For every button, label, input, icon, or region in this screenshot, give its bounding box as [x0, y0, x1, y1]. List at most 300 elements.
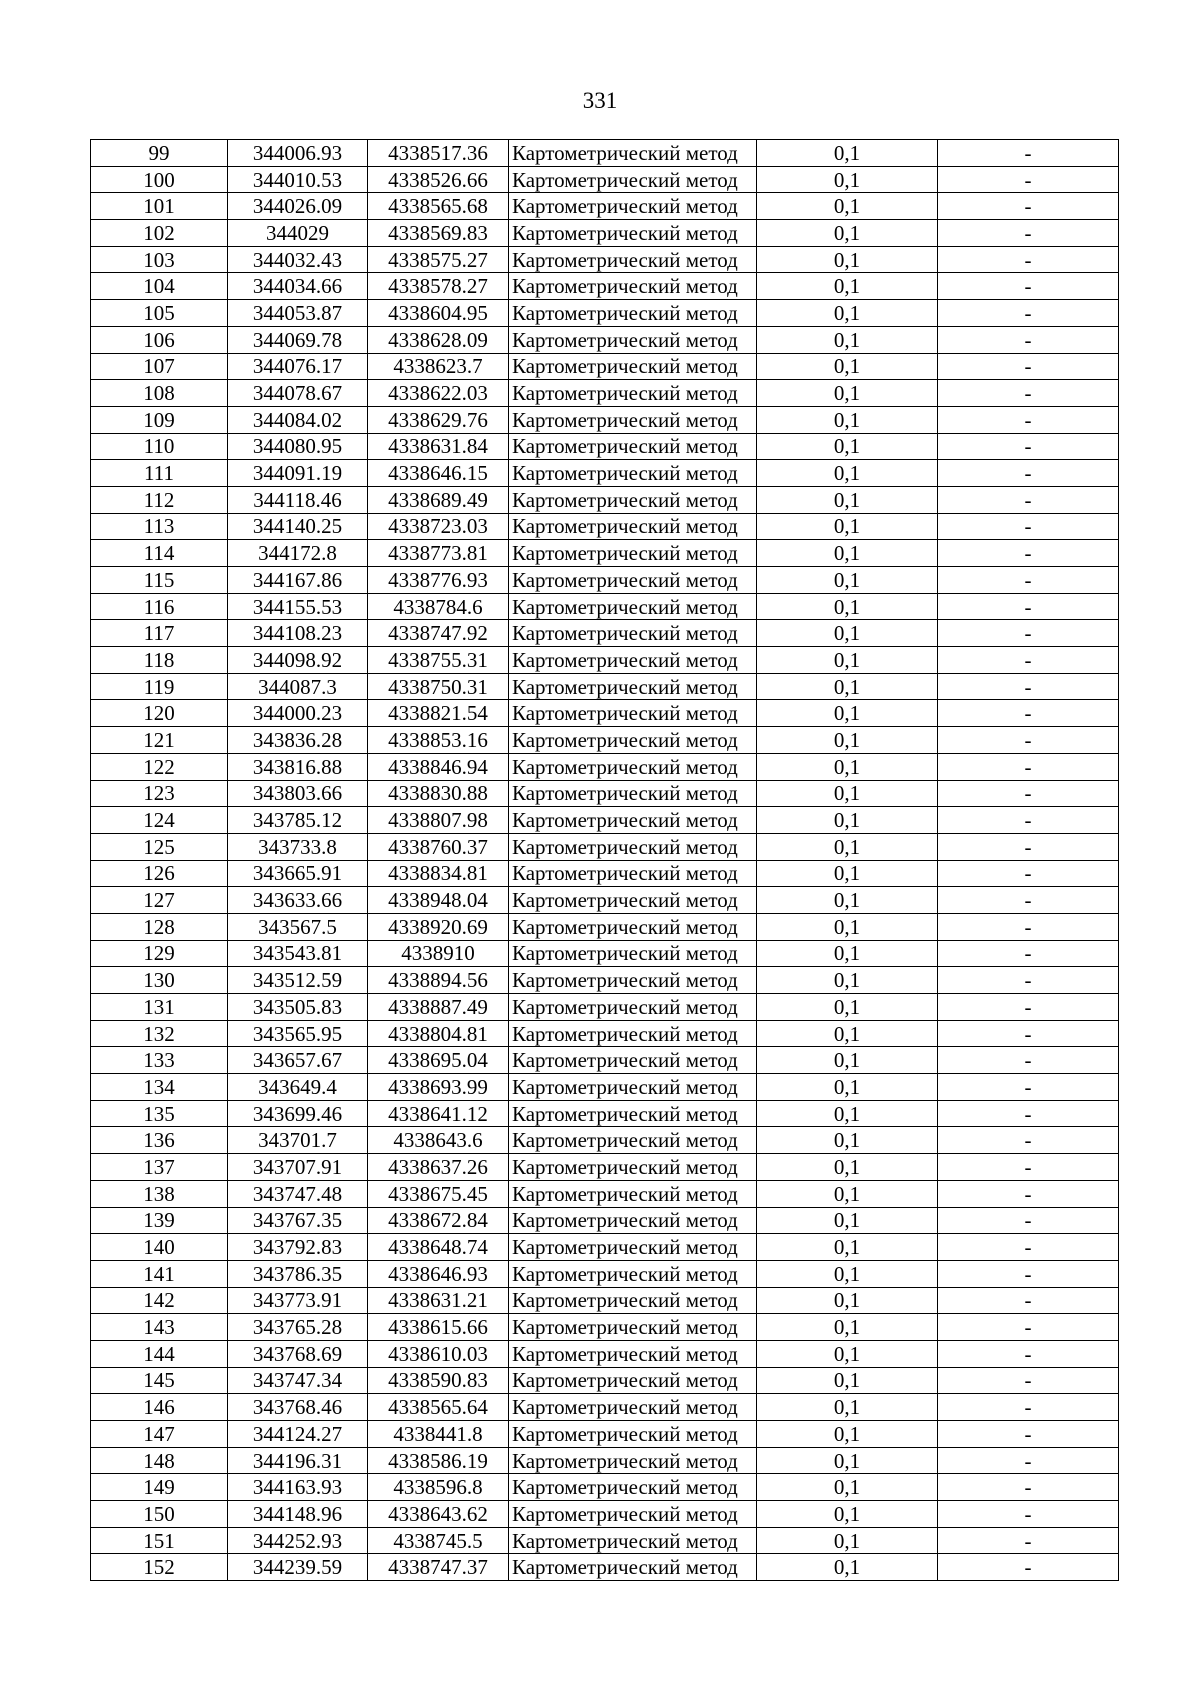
point-number-cell: 115 — [91, 567, 228, 594]
table-row — [91, 1020, 1119, 1047]
note-cell: - — [938, 1047, 1119, 1074]
table-row — [91, 833, 1119, 860]
table-row — [91, 647, 1119, 674]
table-row — [91, 326, 1119, 353]
table-row — [91, 593, 1119, 620]
method-cell: Картометрический метод — [509, 860, 757, 887]
method-cell: Картометрический метод — [509, 166, 757, 193]
x-coordinate-cell: 344000.23 — [228, 700, 368, 727]
note-cell: - — [938, 166, 1119, 193]
y-coordinate-cell: 4338760.37 — [368, 833, 509, 860]
accuracy-cell: 0,1 — [757, 1554, 938, 1581]
point-number-cell: 117 — [91, 620, 228, 647]
point-number-cell: 105 — [91, 300, 228, 327]
point-number-cell: 141 — [91, 1260, 228, 1287]
accuracy-cell: 0,1 — [757, 913, 938, 940]
table-row — [91, 994, 1119, 1021]
table-row — [91, 406, 1119, 433]
x-coordinate-cell: 343707.91 — [228, 1154, 368, 1181]
y-coordinate-cell: 4338596.8 — [368, 1474, 509, 1501]
point-number-cell: 130 — [91, 967, 228, 994]
table-row — [91, 140, 1119, 167]
table-row — [91, 1260, 1119, 1287]
note-cell: - — [938, 246, 1119, 273]
point-number-cell: 131 — [91, 994, 228, 1021]
method-cell: Картометрический метод — [509, 380, 757, 407]
note-cell: - — [938, 647, 1119, 674]
method-cell: Картометрический метод — [509, 1501, 757, 1528]
point-number-cell: 137 — [91, 1154, 228, 1181]
accuracy-cell: 0,1 — [757, 1127, 938, 1154]
method-cell: Картометрический метод — [509, 833, 757, 860]
x-coordinate-cell: 344026.09 — [228, 193, 368, 220]
table-row — [91, 567, 1119, 594]
table-row — [91, 486, 1119, 513]
x-coordinate-cell: 344155.53 — [228, 593, 368, 620]
accuracy-cell: 0,1 — [757, 486, 938, 513]
point-number-cell: 148 — [91, 1447, 228, 1474]
point-number-cell: 151 — [91, 1527, 228, 1554]
method-cell: Картометрический метод — [509, 246, 757, 273]
x-coordinate-cell: 344108.23 — [228, 620, 368, 647]
x-coordinate-cell: 344034.66 — [228, 273, 368, 300]
table-row — [91, 1180, 1119, 1207]
table-row — [91, 1474, 1119, 1501]
point-number-cell: 147 — [91, 1421, 228, 1448]
accuracy-cell: 0,1 — [757, 220, 938, 247]
note-cell: - — [938, 1527, 1119, 1554]
table-row — [91, 1287, 1119, 1314]
note-cell: - — [938, 1394, 1119, 1421]
coordinates-table-body — [91, 140, 1119, 1581]
method-cell: Картометрический метод — [509, 1367, 757, 1394]
table-row — [91, 1421, 1119, 1448]
x-coordinate-cell: 344080.95 — [228, 433, 368, 460]
point-number-cell: 121 — [91, 727, 228, 754]
method-cell: Картометрический метод — [509, 1020, 757, 1047]
note-cell: - — [938, 1207, 1119, 1234]
accuracy-cell: 0,1 — [757, 593, 938, 620]
point-number-cell: 146 — [91, 1394, 228, 1421]
accuracy-cell: 0,1 — [757, 567, 938, 594]
accuracy-cell: 0,1 — [757, 1447, 938, 1474]
x-coordinate-cell: 343633.66 — [228, 887, 368, 914]
y-coordinate-cell: 4338894.56 — [368, 967, 509, 994]
table-row — [91, 673, 1119, 700]
accuracy-cell: 0,1 — [757, 300, 938, 327]
note-cell: - — [938, 433, 1119, 460]
table-row — [91, 300, 1119, 327]
table-row — [91, 727, 1119, 754]
y-coordinate-cell: 4338910 — [368, 940, 509, 967]
accuracy-cell: 0,1 — [757, 833, 938, 860]
y-coordinate-cell: 4338575.27 — [368, 246, 509, 273]
y-coordinate-cell: 4338604.95 — [368, 300, 509, 327]
point-number-cell: 123 — [91, 780, 228, 807]
x-coordinate-cell: 343747.34 — [228, 1367, 368, 1394]
x-coordinate-cell: 343768.69 — [228, 1340, 368, 1367]
point-number-cell: 126 — [91, 860, 228, 887]
coordinates-table — [90, 139, 1119, 1581]
x-coordinate-cell: 343505.83 — [228, 994, 368, 1021]
table-row — [91, 246, 1119, 273]
method-cell: Картометрический метод — [509, 1447, 757, 1474]
note-cell: - — [938, 326, 1119, 353]
method-cell: Картометрический метод — [509, 406, 757, 433]
y-coordinate-cell: 4338807.98 — [368, 807, 509, 834]
y-coordinate-cell: 4338747.37 — [368, 1554, 509, 1581]
accuracy-cell: 0,1 — [757, 1154, 938, 1181]
x-coordinate-cell: 343657.67 — [228, 1047, 368, 1074]
method-cell: Картометрический метод — [509, 994, 757, 1021]
y-coordinate-cell: 4338643.6 — [368, 1127, 509, 1154]
method-cell: Картометрический метод — [509, 887, 757, 914]
x-coordinate-cell: 344239.59 — [228, 1554, 368, 1581]
y-coordinate-cell: 4338569.83 — [368, 220, 509, 247]
point-number-cell: 152 — [91, 1554, 228, 1581]
accuracy-cell: 0,1 — [757, 1260, 938, 1287]
x-coordinate-cell: 343765.28 — [228, 1314, 368, 1341]
table-row — [91, 940, 1119, 967]
y-coordinate-cell: 4338615.66 — [368, 1314, 509, 1341]
table-row — [91, 1234, 1119, 1261]
x-coordinate-cell: 344196.31 — [228, 1447, 368, 1474]
x-coordinate-cell: 344252.93 — [228, 1527, 368, 1554]
accuracy-cell: 0,1 — [757, 647, 938, 674]
point-number-cell: 111 — [91, 460, 228, 487]
y-coordinate-cell: 4338578.27 — [368, 273, 509, 300]
y-coordinate-cell: 4338565.64 — [368, 1394, 509, 1421]
note-cell: - — [938, 1501, 1119, 1528]
accuracy-cell: 0,1 — [757, 1020, 938, 1047]
accuracy-cell: 0,1 — [757, 1340, 938, 1367]
table-row — [91, 620, 1119, 647]
point-number-cell: 118 — [91, 647, 228, 674]
y-coordinate-cell: 4338675.45 — [368, 1180, 509, 1207]
point-number-cell: 143 — [91, 1314, 228, 1341]
x-coordinate-cell: 343785.12 — [228, 807, 368, 834]
point-number-cell: 100 — [91, 166, 228, 193]
x-coordinate-cell: 343649.4 — [228, 1074, 368, 1101]
accuracy-cell: 0,1 — [757, 193, 938, 220]
accuracy-cell: 0,1 — [757, 1207, 938, 1234]
point-number-cell: 102 — [91, 220, 228, 247]
accuracy-cell: 0,1 — [757, 1180, 938, 1207]
point-number-cell: 113 — [91, 513, 228, 540]
note-cell: - — [938, 460, 1119, 487]
point-number-cell: 116 — [91, 593, 228, 620]
method-cell: Картометрический метод — [509, 1340, 757, 1367]
table-row — [91, 1314, 1119, 1341]
point-number-cell: 110 — [91, 433, 228, 460]
x-coordinate-cell: 344118.46 — [228, 486, 368, 513]
point-number-cell: 136 — [91, 1127, 228, 1154]
point-number-cell: 103 — [91, 246, 228, 273]
x-coordinate-cell: 343565.95 — [228, 1020, 368, 1047]
accuracy-cell: 0,1 — [757, 780, 938, 807]
point-number-cell: 107 — [91, 353, 228, 380]
method-cell: Картометрический метод — [509, 1127, 757, 1154]
note-cell: - — [938, 486, 1119, 513]
point-number-cell: 128 — [91, 913, 228, 940]
method-cell: Картометрический метод — [509, 1234, 757, 1261]
method-cell: Картометрический метод — [509, 1474, 757, 1501]
accuracy-cell: 0,1 — [757, 807, 938, 834]
method-cell: Картометрический метод — [509, 1207, 757, 1234]
table-row — [91, 807, 1119, 834]
x-coordinate-cell: 344163.93 — [228, 1474, 368, 1501]
method-cell: Картометрический метод — [509, 673, 757, 700]
note-cell: - — [938, 913, 1119, 940]
y-coordinate-cell: 4338948.04 — [368, 887, 509, 914]
x-coordinate-cell: 343567.5 — [228, 913, 368, 940]
table-row — [91, 1207, 1119, 1234]
accuracy-cell: 0,1 — [757, 273, 938, 300]
method-cell: Картометрический метод — [509, 1047, 757, 1074]
point-number-cell: 140 — [91, 1234, 228, 1261]
accuracy-cell: 0,1 — [757, 140, 938, 167]
table-row — [91, 1127, 1119, 1154]
y-coordinate-cell: 4338887.49 — [368, 994, 509, 1021]
y-coordinate-cell: 4338834.81 — [368, 860, 509, 887]
note-cell: - — [938, 567, 1119, 594]
method-cell: Картометрический метод — [509, 780, 757, 807]
note-cell: - — [938, 1127, 1119, 1154]
table-row — [91, 913, 1119, 940]
y-coordinate-cell: 4338853.16 — [368, 727, 509, 754]
method-cell: Картометрический метод — [509, 593, 757, 620]
table-row — [91, 1047, 1119, 1074]
x-coordinate-cell: 343803.66 — [228, 780, 368, 807]
method-cell: Картометрический метод — [509, 433, 757, 460]
accuracy-cell: 0,1 — [757, 540, 938, 567]
x-coordinate-cell: 344078.67 — [228, 380, 368, 407]
accuracy-cell: 0,1 — [757, 1474, 938, 1501]
note-cell: - — [938, 967, 1119, 994]
note-cell: - — [938, 540, 1119, 567]
y-coordinate-cell: 4338750.31 — [368, 673, 509, 700]
x-coordinate-cell: 344091.19 — [228, 460, 368, 487]
x-coordinate-cell: 343767.35 — [228, 1207, 368, 1234]
y-coordinate-cell: 4338648.74 — [368, 1234, 509, 1261]
method-cell: Картометрический метод — [509, 1314, 757, 1341]
method-cell: Картометрический метод — [509, 647, 757, 674]
y-coordinate-cell: 4338723.03 — [368, 513, 509, 540]
y-coordinate-cell: 4338586.19 — [368, 1447, 509, 1474]
accuracy-cell: 0,1 — [757, 673, 938, 700]
method-cell: Картометрический метод — [509, 1554, 757, 1581]
y-coordinate-cell: 4338628.09 — [368, 326, 509, 353]
point-number-cell: 125 — [91, 833, 228, 860]
y-coordinate-cell: 4338773.81 — [368, 540, 509, 567]
table-row — [91, 700, 1119, 727]
note-cell: - — [938, 1074, 1119, 1101]
y-coordinate-cell: 4338646.15 — [368, 460, 509, 487]
point-number-cell: 135 — [91, 1100, 228, 1127]
y-coordinate-cell: 4338517.36 — [368, 140, 509, 167]
method-cell: Картометрический метод — [509, 353, 757, 380]
x-coordinate-cell: 343543.81 — [228, 940, 368, 967]
note-cell: - — [938, 1180, 1119, 1207]
accuracy-cell: 0,1 — [757, 1394, 938, 1421]
y-coordinate-cell: 4338747.92 — [368, 620, 509, 647]
accuracy-cell: 0,1 — [757, 1501, 938, 1528]
x-coordinate-cell: 344172.8 — [228, 540, 368, 567]
method-cell: Картометрический метод — [509, 193, 757, 220]
table-row — [91, 1074, 1119, 1101]
x-coordinate-cell: 344087.3 — [228, 673, 368, 700]
table-row — [91, 1100, 1119, 1127]
x-coordinate-cell: 344084.02 — [228, 406, 368, 433]
note-cell: - — [938, 300, 1119, 327]
note-cell: - — [938, 753, 1119, 780]
table-row — [91, 1554, 1119, 1581]
accuracy-cell: 0,1 — [757, 433, 938, 460]
x-coordinate-cell: 344098.92 — [228, 647, 368, 674]
point-number-cell: 106 — [91, 326, 228, 353]
y-coordinate-cell: 4338631.21 — [368, 1287, 509, 1314]
accuracy-cell: 0,1 — [757, 1367, 938, 1394]
x-coordinate-cell: 344076.17 — [228, 353, 368, 380]
accuracy-cell: 0,1 — [757, 994, 938, 1021]
method-cell: Картометрический метод — [509, 1154, 757, 1181]
page-number: 331 — [582, 88, 618, 113]
method-cell: Картометрический метод — [509, 513, 757, 540]
note-cell: - — [938, 1154, 1119, 1181]
point-number-cell: 99 — [91, 140, 228, 167]
table-row — [91, 1527, 1119, 1554]
method-cell: Картометрический метод — [509, 300, 757, 327]
method-cell: Картометрический метод — [509, 1394, 757, 1421]
note-cell: - — [938, 1020, 1119, 1047]
table-row — [91, 540, 1119, 567]
point-number-cell: 119 — [91, 673, 228, 700]
y-coordinate-cell: 4338672.84 — [368, 1207, 509, 1234]
table-row — [91, 166, 1119, 193]
note-cell: - — [938, 727, 1119, 754]
table-row — [91, 433, 1119, 460]
method-cell: Картометрический метод — [509, 727, 757, 754]
note-cell: - — [938, 513, 1119, 540]
method-cell: Картометрический метод — [509, 1527, 757, 1554]
y-coordinate-cell: 4338643.62 — [368, 1501, 509, 1528]
method-cell: Картометрический метод — [509, 273, 757, 300]
method-cell: Картометрический метод — [509, 967, 757, 994]
note-cell: - — [938, 273, 1119, 300]
accuracy-cell: 0,1 — [757, 1100, 938, 1127]
note-cell: - — [938, 1447, 1119, 1474]
accuracy-cell: 0,1 — [757, 246, 938, 273]
x-coordinate-cell: 343816.88 — [228, 753, 368, 780]
y-coordinate-cell: 4338689.49 — [368, 486, 509, 513]
point-number-cell: 120 — [91, 700, 228, 727]
accuracy-cell: 0,1 — [757, 1074, 938, 1101]
table-row — [91, 353, 1119, 380]
y-coordinate-cell: 4338784.6 — [368, 593, 509, 620]
accuracy-cell: 0,1 — [757, 380, 938, 407]
note-cell: - — [938, 860, 1119, 887]
x-coordinate-cell: 344032.43 — [228, 246, 368, 273]
y-coordinate-cell: 4338610.03 — [368, 1340, 509, 1367]
accuracy-cell: 0,1 — [757, 1234, 938, 1261]
y-coordinate-cell: 4338804.81 — [368, 1020, 509, 1047]
y-coordinate-cell: 4338846.94 — [368, 753, 509, 780]
table-row — [91, 753, 1119, 780]
point-number-cell: 139 — [91, 1207, 228, 1234]
point-number-cell: 124 — [91, 807, 228, 834]
accuracy-cell: 0,1 — [757, 753, 938, 780]
note-cell: - — [938, 380, 1119, 407]
method-cell: Картометрический метод — [509, 807, 757, 834]
accuracy-cell: 0,1 — [757, 406, 938, 433]
table-row — [91, 513, 1119, 540]
x-coordinate-cell: 343836.28 — [228, 727, 368, 754]
point-number-cell: 108 — [91, 380, 228, 407]
method-cell: Картометрический метод — [509, 567, 757, 594]
note-cell: - — [938, 1421, 1119, 1448]
y-coordinate-cell: 4338695.04 — [368, 1047, 509, 1074]
y-coordinate-cell: 4338821.54 — [368, 700, 509, 727]
method-cell: Картометрический метод — [509, 1100, 757, 1127]
table-row — [91, 460, 1119, 487]
x-coordinate-cell: 343773.91 — [228, 1287, 368, 1314]
y-coordinate-cell: 4338646.93 — [368, 1260, 509, 1287]
note-cell: - — [938, 220, 1119, 247]
note-cell: - — [938, 140, 1119, 167]
y-coordinate-cell: 4338526.66 — [368, 166, 509, 193]
method-cell: Картометрический метод — [509, 1421, 757, 1448]
table-row — [91, 273, 1119, 300]
y-coordinate-cell: 4338441.8 — [368, 1421, 509, 1448]
table-row — [91, 220, 1119, 247]
method-cell: Картометрический метод — [509, 620, 757, 647]
table-row — [91, 1501, 1119, 1528]
table-row — [91, 1154, 1119, 1181]
table-row — [91, 887, 1119, 914]
accuracy-cell: 0,1 — [757, 1287, 938, 1314]
point-number-cell: 145 — [91, 1367, 228, 1394]
x-coordinate-cell: 344124.27 — [228, 1421, 368, 1448]
note-cell: - — [938, 940, 1119, 967]
x-coordinate-cell: 344167.86 — [228, 567, 368, 594]
x-coordinate-cell: 344069.78 — [228, 326, 368, 353]
method-cell: Картометрический метод — [509, 220, 757, 247]
x-coordinate-cell: 343792.83 — [228, 1234, 368, 1261]
note-cell: - — [938, 593, 1119, 620]
y-coordinate-cell: 4338565.68 — [368, 193, 509, 220]
note-cell: - — [938, 1287, 1119, 1314]
accuracy-cell: 0,1 — [757, 700, 938, 727]
y-coordinate-cell: 4338745.5 — [368, 1527, 509, 1554]
point-number-cell: 138 — [91, 1180, 228, 1207]
point-number-cell: 109 — [91, 406, 228, 433]
accuracy-cell: 0,1 — [757, 967, 938, 994]
method-cell: Картометрический метод — [509, 940, 757, 967]
accuracy-cell: 0,1 — [757, 353, 938, 380]
x-coordinate-cell: 344006.93 — [228, 140, 368, 167]
point-number-cell: 150 — [91, 1501, 228, 1528]
note-cell: - — [938, 353, 1119, 380]
point-number-cell: 134 — [91, 1074, 228, 1101]
table-row — [91, 860, 1119, 887]
note-cell: - — [938, 1474, 1119, 1501]
note-cell: - — [938, 1260, 1119, 1287]
accuracy-cell: 0,1 — [757, 326, 938, 353]
note-cell: - — [938, 887, 1119, 914]
table-row — [91, 1394, 1119, 1421]
note-cell: - — [938, 1234, 1119, 1261]
note-cell: - — [938, 620, 1119, 647]
